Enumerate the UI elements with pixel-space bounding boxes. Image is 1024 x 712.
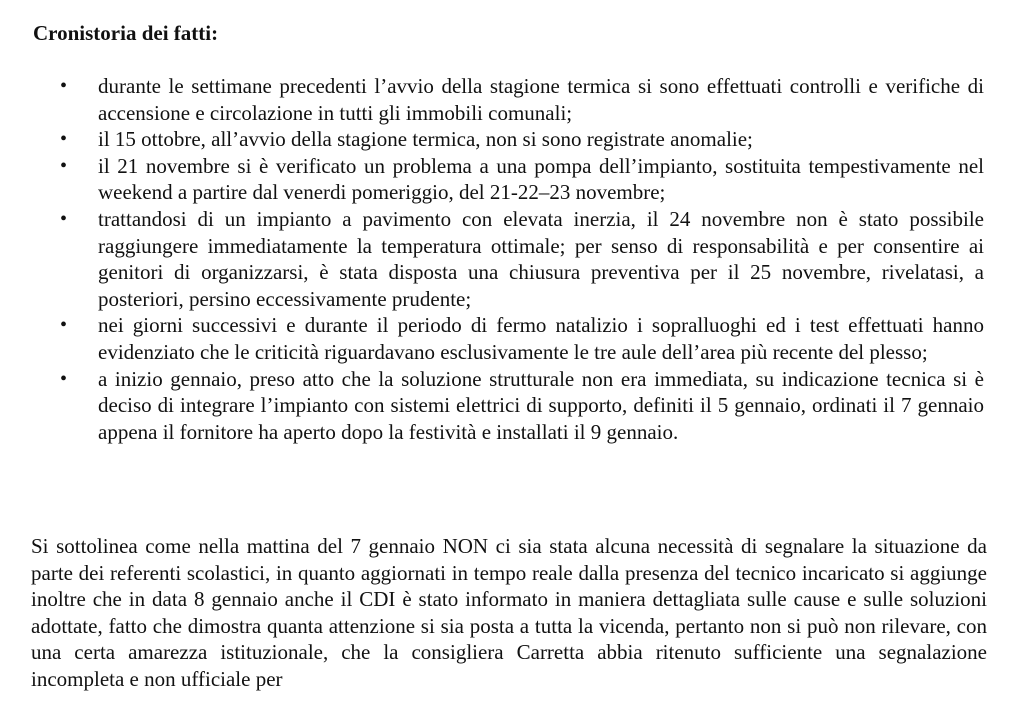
bullet-item — [0, 366, 984, 446]
bullet-icon: • — [60, 367, 68, 390]
bullet-item — [0, 206, 984, 312]
body-paragraph: Si sottolinea come nella mattina del 7 gennaio NON ci sia stata alcuna necessità di segnalare la situazione da parte dei referenti scolastici, in quanto aggiornati in tempo reale dalla presenza del tecnico incaricato si aggiunge inoltre che in data 8 gennaio anche il CDI è stato informato in maniera dettagliata sulle cause e sulle soluzioni adottate, fatto che dimostra quanta attenzione si sia posta a tutta la vicenda, pertanto non si può non rilevare, con una certa amarezza istituzionale, che la consigliera Carretta abbia ritenuto sufficiente una segnalazione incompleta e non ufficiale per — [31, 534, 987, 691]
bullet-item — [0, 126, 984, 153]
bullet-icon: • — [60, 75, 68, 97]
bullet-text: trattandosi di un impianto a pavimento con elevata inerzia, il 24 novembre non è stato possibile raggiungere immediatamente la temperatura ottimale; per senso di responsabilità e per consentire ai genitori di organizzarsi, è stata disposta una chiusura preventiva per il 25 novembre, rivelatasi, a posteriori, persino eccessivamente prudente; — [98, 206, 984, 311]
bullet-item — [0, 312, 984, 365]
bullet-icon: • — [60, 314, 68, 337]
bullet-text: il 21 novembre si è verificato un problema a una pompa dell’impianto, sostituita tempestivamente nel weekend a partire dal venerdi pomeriggio, del 21-22–23 novembre; — [98, 153, 984, 205]
bullet-item — [0, 153, 984, 206]
bullet-text: durante le settimane precedenti l’avvio della stagione termica si sono effettuati controlli e verifiche di accensione e circolazione in tutti gli immobili comunali; — [98, 74, 984, 125]
bullet-text: a inizio gennaio, preso atto che la soluzione strutturale non era immediata, su indicazione tecnica si è deciso di integrare l’impianto con sistemi elettrici di supporto, definiti il 5 gennaio, ordinati il 7 gennaio appena il fornitore ha aperto dopo la festività e installati il 9 gennaio. — [98, 366, 984, 444]
bullet-text: nei giorni successivi e durante il periodo di fermo natalizio i sopralluoghi ed i test effettuati hanno evidenziato che le criticità riguardavano esclusivamente le tre aule dell’area più recente del plesso; — [98, 313, 984, 364]
bullet-item — [0, 73, 984, 126]
section-heading: Cronistoria dei fatti: — [33, 21, 219, 45]
bullet-icon: • — [60, 207, 68, 230]
bullet-icon: • — [60, 128, 68, 151]
bullet-icon: • — [60, 154, 68, 177]
bullet-text: il 15 ottobre, all’avvio della stagione termica, non si sono registrate anomalie; — [98, 127, 753, 152]
events-bullet-list — [0, 73, 1024, 445]
